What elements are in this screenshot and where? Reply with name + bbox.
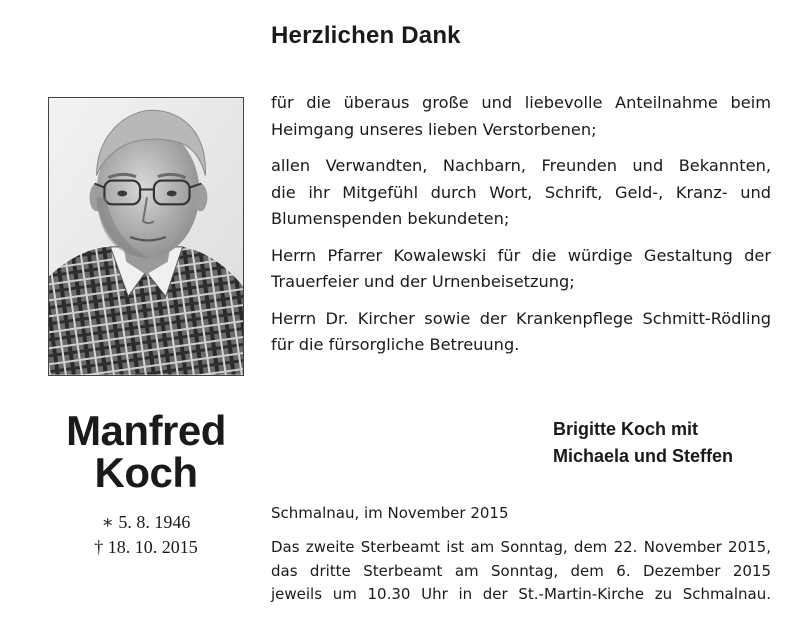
text-line: für die fürsorgliche Betreuung. [271, 335, 520, 354]
notice-line: das dritte Sterbeamt am Sonntag, dem 6. Dezember 2015 [271, 561, 771, 580]
notice-line: jeweils um 10.30 Uhr in der St.-Martin-Kirche zu Schmalnau. [271, 585, 771, 603]
life-dates [48, 510, 244, 560]
first-name: Manfred [66, 407, 226, 454]
place-date: Schmalnau, im November 2015 [271, 504, 509, 522]
portrait-illustration [49, 98, 243, 375]
thanks-text [271, 90, 771, 369]
notice-line: Das zweite Sterbeamt ist am Sonntag, dem 22. November 2015, [271, 538, 771, 556]
paragraph [271, 153, 771, 233]
deceased-name [48, 407, 244, 496]
signature-line: Brigitte Koch mit [553, 419, 699, 439]
text-line: für die überaus große und liebevolle Anteilnahme beim [271, 93, 771, 112]
death-date: † 18. 10. 2015 [94, 537, 198, 557]
paragraph [271, 243, 771, 296]
paragraph [271, 306, 771, 359]
text-line: Heimgang unseres lieben Verstorbenen; [271, 119, 597, 139]
text-line: allen Verwandten, Nachbarn, Freunden und Bekannten, [271, 156, 771, 175]
last-name: Koch [94, 449, 198, 496]
signature [553, 416, 733, 470]
paragraph [271, 90, 771, 143]
birth-date: ∗ 5. 8. 1946 [101, 512, 191, 532]
text-line: Herrn Dr. Kircher sowie der Krankenpflege Schmitt-Rödling [271, 308, 771, 328]
text-line: Herrn Pfarrer Kowalewski für die würdige Gestaltung der [271, 245, 771, 265]
heading: Herzlichen Dank [271, 22, 461, 49]
text-line: Blumenspenden bekundeten; [271, 209, 510, 228]
mass-notice [271, 536, 771, 607]
portrait-photo [48, 97, 244, 376]
text-line: Trauerfeier und der Urnenbeisetzung; [271, 272, 575, 291]
text-line: die ihr Mitgefühl durch Wort, Schrift, Geld-, Kranz- und [271, 182, 771, 202]
signature-line: Michaela und Steffen [553, 446, 734, 466]
